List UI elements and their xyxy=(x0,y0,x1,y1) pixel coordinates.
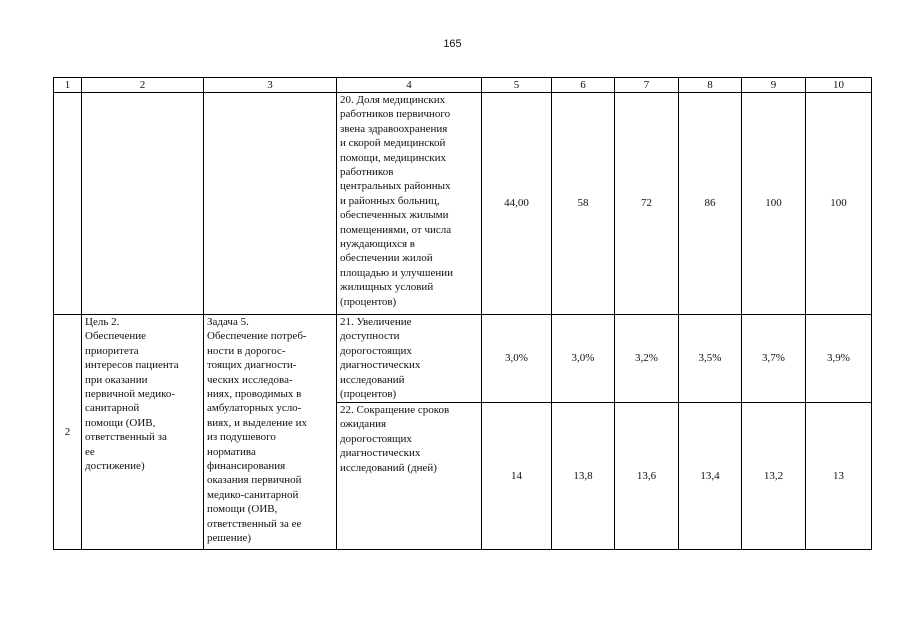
indicator-text: 20. Доля медицинских работников первичного звена здравоохранения и скорой медицинской помощи, медицинских работников центральных районных и районных больниц, обеспеченных жилыми помещениями, от числа нуждающихся в обеспечении жилой площадью и улучшении жилищных условий (процентов) xyxy=(340,94,453,308)
table-row xyxy=(54,93,872,315)
header-cell: 6 xyxy=(552,78,615,93)
header-cell: 2 xyxy=(82,78,204,93)
header-cell: 7 xyxy=(615,78,679,93)
value-cell: 100 xyxy=(742,93,806,315)
page-number: 165 xyxy=(443,38,462,50)
value-cell: 3,2% xyxy=(615,315,679,403)
value-cell: 3,9% xyxy=(806,315,872,403)
value-cell: 13,8 xyxy=(552,403,615,550)
value-cell: 3,0% xyxy=(552,315,615,403)
value-cell: 13,2 xyxy=(742,403,806,550)
header-cell: 1 xyxy=(54,78,82,93)
value-cell: 13,6 xyxy=(615,403,679,550)
value-cell: 3,5% xyxy=(679,315,742,403)
header-cell: 9 xyxy=(742,78,806,93)
value-cell: 3,0% xyxy=(482,315,552,403)
value-cell: 86 xyxy=(679,93,742,315)
task-cell xyxy=(204,315,337,550)
value-cell: 13 xyxy=(806,403,872,550)
value-cell: 3,7% xyxy=(742,315,806,403)
goal-cell xyxy=(82,315,204,550)
value-cell: 14 xyxy=(482,403,552,550)
indicator-text: 21. Увеличение доступности дорогостоящих диагностических исследований (процентов) xyxy=(340,316,421,401)
task-text: Задача 5. Обеспечение потреб- ности в дорогос- тоящих диагности- ческих исследова- ниях, проводимых в амбулаторных усло- виях, и выделение их из подушевого норматива финансирования оказания первичной медико-санитарной помощи (ОИВ, ответственный за ее решение) xyxy=(207,316,308,545)
table-row xyxy=(54,315,872,403)
value-cell: 58 xyxy=(552,93,615,315)
indicator-text: 22. Сокращение сроков ожидания дорогостоящих диагностических исследований (дней) xyxy=(340,404,450,474)
header-cell: 10 xyxy=(806,78,872,93)
row-number-cell: 2 xyxy=(54,315,82,550)
table-header-row xyxy=(54,78,872,93)
header-cell: 3 xyxy=(204,78,337,93)
task-cell xyxy=(204,93,337,315)
value-cell: 13,4 xyxy=(679,403,742,550)
header-cell: 8 xyxy=(679,78,742,93)
indicator-cell xyxy=(337,403,482,550)
indicator-cell xyxy=(337,93,482,315)
goal-cell xyxy=(82,93,204,315)
goal-text: Цель 2. Обеспечение приоритета интересов пациента при оказании первичной медико- санитарной помощи (ОИВ, ответственный за ее достижение) xyxy=(85,316,179,473)
indicator-cell xyxy=(337,315,482,403)
header-cell: 5 xyxy=(482,78,552,93)
header-cell: 4 xyxy=(337,78,482,93)
value-cell: 44,00 xyxy=(482,93,552,315)
indicators-table xyxy=(53,77,872,550)
row-number-cell xyxy=(54,93,82,315)
value-cell: 72 xyxy=(615,93,679,315)
value-cell: 100 xyxy=(806,93,872,315)
